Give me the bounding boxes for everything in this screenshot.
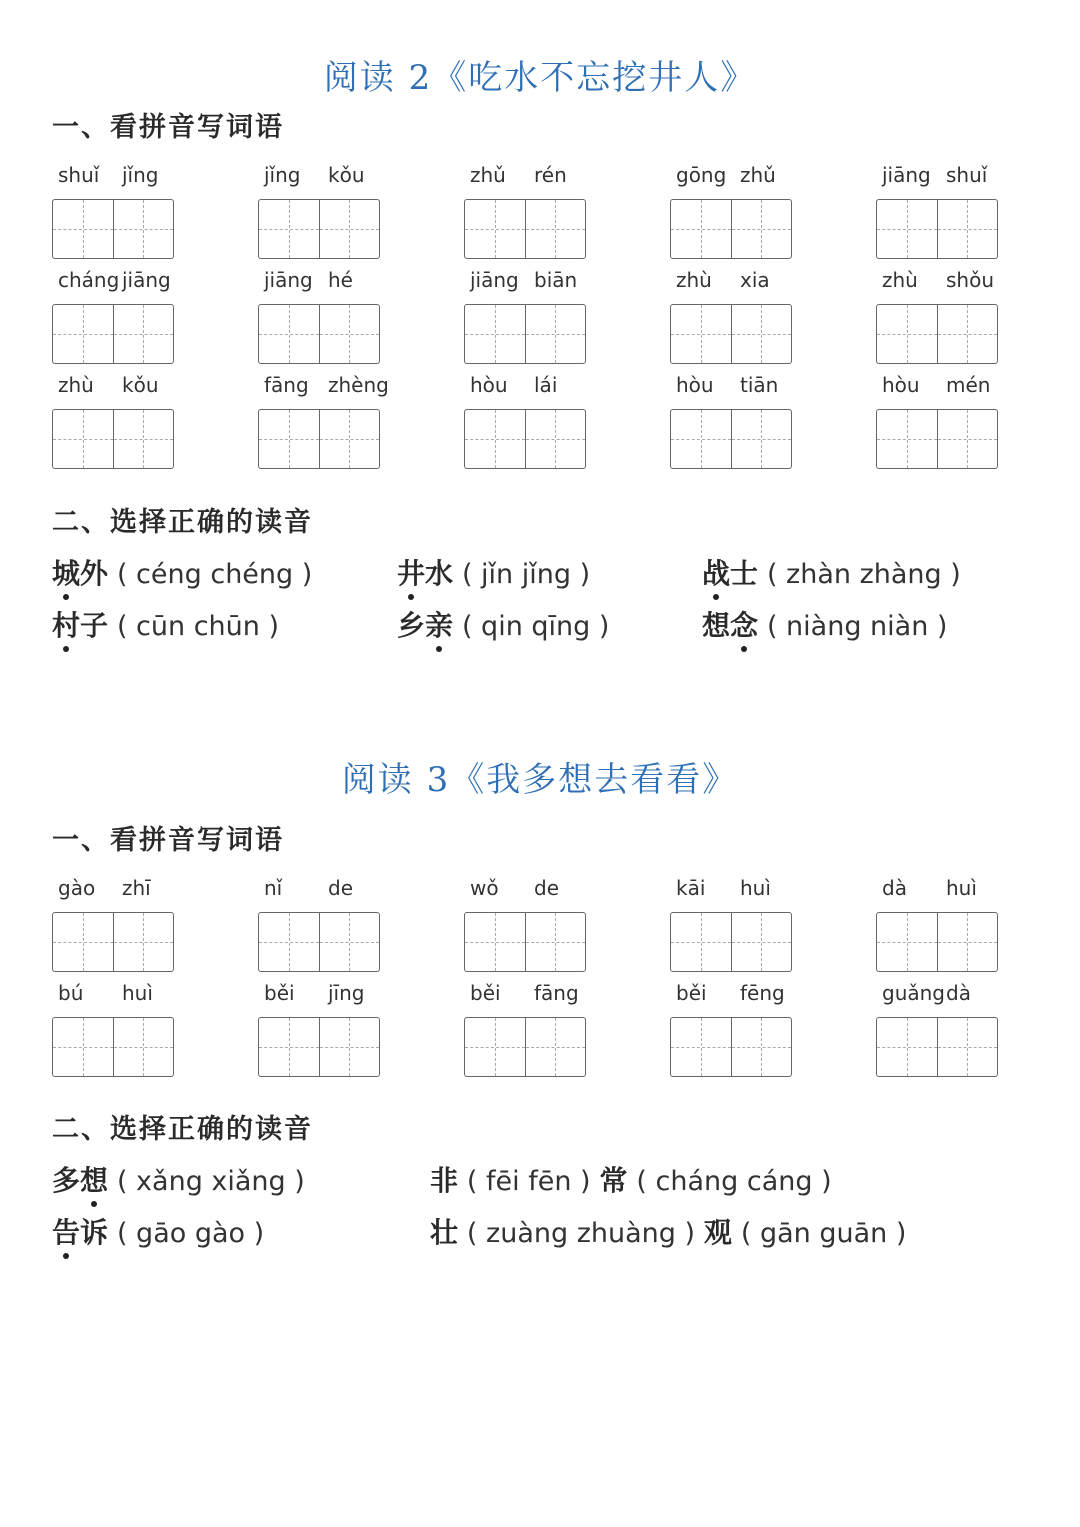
choice-item: 多想 ( xǎng xiǎng ) (52, 1164, 305, 1197)
writing-cell[interactable] (731, 1018, 792, 1076)
writing-cell[interactable] (113, 913, 174, 971)
pinyin-syllable: běi (264, 981, 295, 1005)
pinyin-syllable: gōng (676, 163, 727, 187)
pinyin-syllable: dà (946, 981, 971, 1005)
writing-box[interactable] (464, 912, 586, 972)
pinyin-syllable: zhèng (328, 373, 389, 397)
writing-cell[interactable] (671, 200, 731, 258)
writing-cell[interactable] (113, 1018, 174, 1076)
choice-item: 战士 ( zhàn zhàng ) (702, 557, 961, 590)
pinyin-label (464, 163, 588, 191)
writing-box[interactable] (258, 304, 380, 364)
writing-box[interactable] (464, 1017, 586, 1077)
pinyin-syllable: jiāng (882, 163, 931, 187)
writing-box[interactable] (876, 409, 998, 469)
pinyin-label (258, 163, 382, 191)
writing-cell[interactable] (465, 200, 525, 258)
pinyin-syllable: lái (534, 373, 558, 397)
writing-box[interactable] (464, 199, 586, 259)
word-item (52, 268, 258, 343)
writing-box[interactable] (258, 1017, 380, 1077)
writing-box[interactable] (670, 199, 792, 259)
choice-item: 村子 ( cūn chūn ) (52, 609, 280, 642)
writing-cell[interactable] (53, 200, 113, 258)
pinyin-label (52, 876, 176, 904)
writing-box[interactable] (52, 199, 174, 259)
pinyin-options: ( zhàn zhàng ) (766, 559, 961, 590)
writing-box[interactable] (52, 409, 174, 469)
pinyin-options: ( cháng cáng ) (636, 1166, 832, 1197)
pinyin-options: ( niàng niàn ) (766, 611, 948, 642)
writing-cell[interactable] (259, 1018, 319, 1076)
word-item (670, 163, 876, 238)
word-item (464, 373, 670, 448)
pinyin-options: ( céng chéng ) (116, 559, 313, 590)
pinyin-options: ( fēi fēn ) (466, 1166, 591, 1197)
writing-cell[interactable] (465, 305, 525, 363)
pinyin-options: ( jǐn jǐng ) (461, 559, 591, 590)
choice-item: 城外 ( céng chéng ) (52, 557, 313, 590)
writing-cell[interactable] (259, 913, 319, 971)
word-item (464, 163, 670, 238)
pinyin-syllable: kāi (676, 876, 706, 900)
writing-box[interactable] (464, 409, 586, 469)
pinyin-syllable: bú (58, 981, 84, 1005)
section1-part2-heading: 二、选择正确的读音 (52, 507, 313, 538)
writing-cell[interactable] (877, 913, 937, 971)
pinyin-label (670, 876, 794, 904)
pinyin-syllable: nǐ (264, 876, 283, 900)
word-item (670, 876, 876, 951)
pinyin-syllable: shǒu (946, 268, 995, 292)
section2-part2-heading: 二、选择正确的读音 (52, 1114, 313, 1145)
writing-cell[interactable] (937, 305, 998, 363)
writing-cell[interactable] (671, 410, 731, 468)
word-item (876, 373, 1080, 448)
writing-cell[interactable] (53, 913, 113, 971)
writing-cell[interactable] (731, 913, 792, 971)
pinyin-syllable: xia (740, 268, 770, 292)
pinyin-label (464, 268, 588, 296)
pinyin-syllable: huì (122, 981, 153, 1005)
word-item (670, 373, 876, 448)
section1-title: 阅读 2《吃水不忘挖井人》 (323, 58, 757, 98)
pinyin-label (464, 981, 588, 1009)
pinyin-syllable: dà (882, 876, 907, 900)
writing-cell[interactable] (937, 913, 998, 971)
pinyin-syllable: rén (534, 163, 567, 187)
pinyin-syllable: zhù (882, 268, 918, 292)
writing-box[interactable] (52, 304, 174, 364)
choice-item: 井水 ( jǐn jǐng ) (397, 557, 591, 590)
writing-box[interactable] (876, 912, 998, 972)
section1-part1-heading: 一、看拼音写词语 (52, 112, 284, 143)
pinyin-syllable: de (534, 876, 559, 900)
pinyin-syllable: biān (534, 268, 578, 292)
word-item (52, 373, 258, 448)
writing-cell[interactable] (319, 305, 380, 363)
pinyin-label (670, 981, 794, 1009)
pinyin-syllable: guǎng (882, 981, 945, 1005)
pinyin-label (52, 981, 176, 1009)
writing-cell[interactable] (53, 305, 113, 363)
choice-item: 乡亲 ( qin qīng ) (397, 609, 610, 642)
pinyin-syllable: huì (946, 876, 977, 900)
pinyin-label (258, 373, 389, 401)
word-item (52, 163, 258, 238)
pinyin-label (876, 163, 1000, 191)
pinyin-options: ( zuàng zhuàng ) (466, 1218, 696, 1249)
pinyin-syllable: hòu (470, 373, 508, 397)
word-item (876, 876, 1080, 951)
pinyin-label (258, 981, 382, 1009)
pinyin-options: ( gān guān ) (740, 1218, 907, 1249)
pinyin-syllable: shuǐ (58, 163, 100, 187)
writing-cell[interactable] (671, 913, 731, 971)
pinyin-syllable: kǒu (122, 373, 159, 397)
pinyin-syllable: huì (740, 876, 771, 900)
pinyin-syllable: kǒu (328, 163, 365, 187)
writing-cell[interactable] (465, 410, 525, 468)
writing-cell[interactable] (731, 410, 792, 468)
pinyin-label (670, 373, 794, 401)
pinyin-syllable: cháng (58, 268, 120, 292)
pinyin-syllable: shuǐ (946, 163, 988, 187)
writing-box[interactable] (670, 409, 792, 469)
word-item (258, 373, 464, 448)
writing-box[interactable] (876, 199, 998, 259)
word-item (258, 268, 464, 343)
choice-item: 非 ( fēi fēn ) 常 ( cháng cáng ) (430, 1164, 832, 1197)
pinyin-label (876, 268, 1000, 296)
pinyin-syllable: fāng (534, 981, 579, 1005)
pinyin-syllable: hé (328, 268, 353, 292)
pinyin-label (670, 268, 794, 296)
word-item (52, 876, 258, 951)
writing-cell[interactable] (731, 200, 792, 258)
writing-cell[interactable] (525, 305, 586, 363)
word-item (464, 876, 670, 951)
choice-item: 想念 ( niàng niàn ) (702, 609, 948, 642)
writing-cell[interactable] (877, 305, 937, 363)
choice-item: 告诉 ( gāo gào ) (52, 1216, 265, 1249)
writing-box[interactable] (52, 912, 174, 972)
writing-cell[interactable] (525, 1018, 586, 1076)
writing-cell[interactable] (319, 410, 380, 468)
writing-box[interactable] (258, 912, 380, 972)
word-item (258, 876, 464, 951)
word-item (670, 981, 876, 1056)
pinyin-options: ( cūn chūn ) (116, 611, 280, 642)
word-item (876, 163, 1080, 238)
pinyin-label (464, 373, 588, 401)
writing-cell[interactable] (525, 200, 586, 258)
writing-box[interactable] (670, 1017, 792, 1077)
pinyin-syllable: jīng (328, 981, 365, 1005)
section1-word-grid (52, 163, 1052, 448)
pinyin-syllable: hòu (882, 373, 920, 397)
pinyin-syllable: gào (58, 876, 96, 900)
pinyin-syllable: zhù (676, 268, 712, 292)
word-item (876, 268, 1080, 343)
pinyin-label (258, 268, 382, 296)
pinyin-syllable: zhǔ (740, 163, 776, 187)
writing-cell[interactable] (671, 1018, 731, 1076)
writing-box[interactable] (258, 199, 380, 259)
writing-cell[interactable] (731, 305, 792, 363)
pinyin-label (876, 373, 1000, 401)
section2-word-grid (52, 876, 1052, 1056)
pinyin-syllable: tiān (740, 373, 779, 397)
pinyin-options: ( qin qīng ) (461, 611, 610, 642)
pinyin-options: ( xǎng xiǎng ) (116, 1166, 305, 1197)
writing-box[interactable] (670, 912, 792, 972)
writing-cell[interactable] (877, 200, 937, 258)
pinyin-label (464, 876, 588, 904)
pinyin-label (876, 981, 1000, 1009)
pinyin-syllable: zhī (122, 876, 151, 900)
writing-cell[interactable] (53, 410, 113, 468)
writing-cell[interactable] (937, 200, 998, 258)
writing-cell[interactable] (259, 200, 319, 258)
writing-cell[interactable] (319, 1018, 380, 1076)
writing-cell[interactable] (113, 200, 174, 258)
pinyin-syllable: wǒ (470, 876, 499, 900)
writing-cell[interactable] (465, 1018, 525, 1076)
writing-cell[interactable] (259, 305, 319, 363)
writing-cell[interactable] (877, 1018, 937, 1076)
pinyin-syllable: jiāng (470, 268, 519, 292)
word-item (670, 268, 876, 343)
pinyin-syllable: jǐng (122, 163, 159, 187)
pinyin-syllable: běi (676, 981, 707, 1005)
pinyin-label (52, 163, 176, 191)
pinyin-syllable: jiāng (122, 268, 171, 292)
writing-cell[interactable] (671, 305, 731, 363)
pinyin-syllable: běi (470, 981, 501, 1005)
pinyin-syllable: zhù (58, 373, 94, 397)
writing-cell[interactable] (319, 200, 380, 258)
section2-title: 阅读 3《我多想去看看》 (341, 760, 739, 800)
pinyin-options: ( gāo gào ) (116, 1218, 265, 1249)
word-item (258, 981, 464, 1056)
writing-cell[interactable] (113, 305, 174, 363)
writing-cell[interactable] (937, 1018, 998, 1076)
pinyin-syllable: mén (946, 373, 991, 397)
pinyin-label (258, 876, 382, 904)
pinyin-syllable: de (328, 876, 353, 900)
writing-cell[interactable] (937, 410, 998, 468)
pinyin-syllable: zhǔ (470, 163, 506, 187)
pinyin-syllable: hòu (676, 373, 714, 397)
word-item (258, 163, 464, 238)
section2-part1-heading: 一、看拼音写词语 (52, 825, 284, 856)
writing-cell[interactable] (525, 913, 586, 971)
writing-cell[interactable] (113, 410, 174, 468)
writing-cell[interactable] (319, 913, 380, 971)
word-item (52, 981, 258, 1056)
writing-cell[interactable] (53, 1018, 113, 1076)
word-item (464, 981, 670, 1056)
writing-cell[interactable] (525, 410, 586, 468)
writing-box[interactable] (52, 1017, 174, 1077)
pinyin-label (876, 876, 1000, 904)
writing-box[interactable] (464, 304, 586, 364)
writing-box[interactable] (876, 304, 998, 364)
pinyin-syllable: jiāng (264, 268, 313, 292)
word-item (464, 268, 670, 343)
pinyin-syllable: fāng (264, 373, 309, 397)
writing-cell[interactable] (877, 410, 937, 468)
pinyin-label (52, 268, 176, 296)
pinyin-label (52, 373, 176, 401)
writing-cell[interactable] (465, 913, 525, 971)
choice-item: 壮 ( zuàng zhuàng ) 观 ( gān guān ) (430, 1216, 907, 1249)
writing-box[interactable] (876, 1017, 998, 1077)
writing-box[interactable] (670, 304, 792, 364)
writing-cell[interactable] (259, 410, 319, 468)
writing-box[interactable] (258, 409, 380, 469)
pinyin-syllable: fēng (740, 981, 785, 1005)
pinyin-label (670, 163, 794, 191)
word-item (876, 981, 1080, 1056)
pinyin-syllable: jǐng (264, 163, 301, 187)
